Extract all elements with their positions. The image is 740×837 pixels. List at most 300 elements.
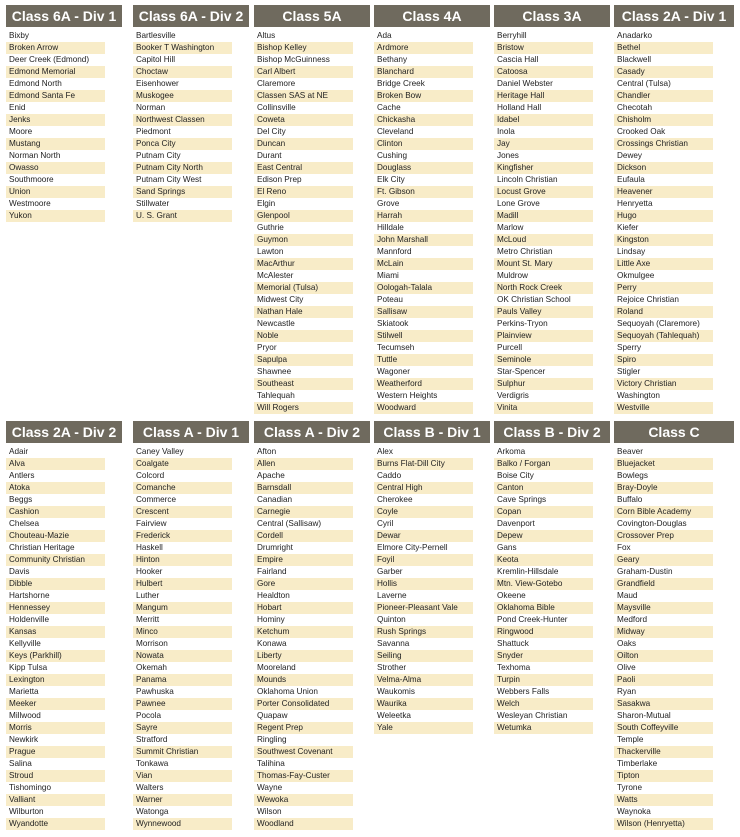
school-item: Davenport bbox=[497, 519, 535, 528]
school-item: Covington-Douglas bbox=[617, 519, 687, 528]
school-item: Altus bbox=[257, 31, 276, 40]
school-item: Heavener bbox=[614, 186, 713, 198]
school-item: Enid bbox=[9, 103, 26, 112]
school-item: Victory Christian bbox=[614, 378, 713, 390]
school-item: Bethel bbox=[614, 42, 713, 54]
school-item: Broken Bow bbox=[374, 90, 473, 102]
school-item: Velma-Alma bbox=[374, 674, 473, 686]
school-item: Nowata bbox=[133, 650, 232, 662]
school-item: Yale bbox=[374, 722, 473, 734]
school-item: Crossover Prep bbox=[614, 530, 713, 542]
school-item: Christian Heritage bbox=[9, 543, 75, 552]
school-item: Union bbox=[6, 186, 105, 198]
school-item: Crossings Christian bbox=[614, 138, 713, 150]
school-item: Oologah-Talala bbox=[374, 282, 473, 294]
school-item: Edison Prep bbox=[257, 175, 302, 184]
school-item: Vinita bbox=[494, 402, 593, 414]
school-item: Hulbert bbox=[133, 578, 232, 590]
school-item: Foyil bbox=[374, 554, 473, 566]
school-item: Tecumseh bbox=[377, 343, 415, 352]
school-item: Mtn. View-Gotebo bbox=[494, 578, 593, 590]
school-item: Stratford bbox=[136, 735, 168, 744]
school-item: Chisholm bbox=[614, 114, 713, 126]
school-item: Pawhuska bbox=[136, 687, 174, 696]
school-item: Turpin bbox=[494, 674, 593, 686]
school-item: Graham-Dustin bbox=[617, 567, 673, 576]
school-item: Cashion bbox=[6, 506, 105, 518]
division-header: Class 6A - Div 1 bbox=[6, 5, 122, 27]
school-item: Cyril bbox=[377, 519, 394, 528]
school-item: Webbers Falls bbox=[497, 687, 550, 696]
school-item: Salina bbox=[9, 759, 32, 768]
school-item: Elmore City-Pernell bbox=[377, 543, 448, 552]
school-item: Glenpool bbox=[254, 210, 353, 222]
school-item: Community Christian bbox=[6, 554, 105, 566]
school-item: Texhoma bbox=[497, 663, 531, 672]
school-item: Kipp Tulsa bbox=[9, 663, 48, 672]
school-item: Marietta bbox=[9, 687, 39, 696]
school-list bbox=[374, 446, 490, 734]
school-item: Cherokee bbox=[377, 495, 413, 504]
school-item: Grandfield bbox=[614, 578, 713, 590]
school-item: Dibble bbox=[6, 578, 105, 590]
school-item: Bishop McGuinness bbox=[257, 55, 330, 64]
school-item: Rush Springs bbox=[374, 626, 473, 638]
school-item: Warner bbox=[133, 794, 232, 806]
school-item: Fox bbox=[617, 543, 631, 552]
school-item: Snyder bbox=[494, 650, 593, 662]
school-item: Madill bbox=[494, 210, 593, 222]
school-item: Commerce bbox=[136, 495, 177, 504]
division-column bbox=[6, 5, 122, 222]
school-item: Dewar bbox=[374, 530, 473, 542]
school-item: Checotah bbox=[617, 103, 653, 112]
school-item: Okeene bbox=[497, 591, 526, 600]
school-item: Pocola bbox=[136, 711, 162, 720]
division-column bbox=[6, 421, 122, 830]
school-item: Apache bbox=[257, 471, 285, 480]
school-item: Bristow bbox=[494, 42, 593, 54]
school-item: Jay bbox=[494, 138, 593, 150]
school-item: OK Christian School bbox=[497, 295, 571, 304]
school-item: Valliant bbox=[6, 794, 105, 806]
division-header: Class B - Div 1 bbox=[374, 421, 490, 443]
school-item: Gore bbox=[254, 578, 353, 590]
school-item: Jenks bbox=[6, 114, 105, 126]
school-item: Beggs bbox=[9, 495, 33, 504]
school-item: Westville bbox=[614, 402, 713, 414]
school-item: Casady bbox=[614, 66, 713, 78]
division-header: Class 3A bbox=[494, 5, 610, 27]
school-item: Daniel Webster bbox=[497, 79, 553, 88]
school-item: Chouteau-Mazie bbox=[6, 530, 105, 542]
school-item: Capitol Hill bbox=[136, 55, 176, 64]
school-item: Seminole bbox=[494, 354, 593, 366]
school-item: Hobart bbox=[254, 602, 353, 614]
school-item: Eufaula bbox=[617, 175, 645, 184]
school-list bbox=[254, 446, 370, 830]
division-header: Class 5A bbox=[254, 5, 370, 27]
school-item: Haskell bbox=[136, 543, 163, 552]
school-item: Shattuck bbox=[497, 639, 529, 648]
school-item: Sand Springs bbox=[133, 186, 232, 198]
school-item: Holland Hall bbox=[497, 103, 542, 112]
school-item: Noble bbox=[254, 330, 353, 342]
division-header: Class A - Div 2 bbox=[254, 421, 370, 443]
school-item: Stigler bbox=[617, 367, 641, 376]
school-item: Elgin bbox=[257, 199, 276, 208]
school-item: Choctaw bbox=[133, 66, 232, 78]
school-item: Catoosa bbox=[494, 66, 593, 78]
school-item: Wesleyan Christian bbox=[497, 711, 568, 720]
division-column bbox=[494, 421, 610, 734]
division-column bbox=[374, 421, 490, 734]
division-header: Class A - Div 1 bbox=[133, 421, 249, 443]
school-item: Tyrone bbox=[617, 783, 643, 792]
school-item: Chelsea bbox=[9, 519, 40, 528]
school-item: Afton bbox=[257, 447, 277, 456]
school-item: Wewoka bbox=[254, 794, 353, 806]
school-item: Bluejacket bbox=[614, 458, 713, 470]
school-item: Bridge Creek bbox=[377, 79, 425, 88]
school-item: Sapulpa bbox=[254, 354, 353, 366]
school-list bbox=[254, 30, 370, 414]
school-item: Collinsville bbox=[257, 103, 296, 112]
school-item: Yukon bbox=[6, 210, 105, 222]
school-item: Carnegie bbox=[254, 506, 353, 518]
school-item: Holdenville bbox=[9, 615, 50, 624]
school-item: Central High bbox=[374, 482, 473, 494]
school-item: Del City bbox=[257, 127, 286, 136]
school-item: Coyle bbox=[374, 506, 473, 518]
school-item: Tipton bbox=[614, 770, 713, 782]
school-item: Durant bbox=[257, 151, 282, 160]
school-item: Oaks bbox=[617, 639, 637, 648]
school-item: Verdigris bbox=[497, 391, 529, 400]
school-item: Timberlake bbox=[617, 759, 658, 768]
division-header: Class 2A - Div 1 bbox=[614, 5, 734, 27]
school-item: Merritt bbox=[136, 615, 160, 624]
division-column bbox=[133, 421, 249, 830]
school-item: Heritage Hall bbox=[494, 90, 593, 102]
division-column bbox=[614, 421, 734, 830]
school-item: MacArthur bbox=[254, 258, 353, 270]
school-item: Wynnewood bbox=[133, 818, 232, 830]
school-item: Antlers bbox=[9, 471, 35, 480]
school-item: Ada bbox=[377, 31, 392, 40]
school-item: Sulphur bbox=[494, 378, 593, 390]
school-item: Sequoyah (Tahlequah) bbox=[614, 330, 713, 342]
school-item: Buffalo bbox=[617, 495, 643, 504]
school-item: Balko / Forgan bbox=[494, 458, 593, 470]
school-item: Olive bbox=[617, 663, 636, 672]
school-item: Pioneer-Pleasant Vale bbox=[374, 602, 473, 614]
school-item: Lindsay bbox=[617, 247, 646, 256]
school-item: Cache bbox=[377, 103, 401, 112]
division-column bbox=[133, 5, 249, 222]
school-item: Keota bbox=[494, 554, 593, 566]
school-item: Chickasha bbox=[374, 114, 473, 126]
school-item: Blackwell bbox=[617, 55, 652, 64]
school-item: Konawa bbox=[257, 639, 287, 648]
school-item: Arkoma bbox=[497, 447, 526, 456]
school-item: Central (Sallisaw) bbox=[257, 519, 322, 528]
school-item: Geary bbox=[614, 554, 713, 566]
school-item: Sallisaw bbox=[374, 306, 473, 318]
school-item: Southwest Covenant bbox=[254, 746, 353, 758]
school-item: Thackerville bbox=[614, 746, 713, 758]
school-item: Temple bbox=[617, 735, 644, 744]
school-item: Pawnee bbox=[133, 698, 232, 710]
school-item: Sharon-Mutual bbox=[617, 711, 671, 720]
school-item: Adair bbox=[9, 447, 29, 456]
school-item: Quinton bbox=[377, 615, 406, 624]
school-item: Crescent bbox=[133, 506, 232, 518]
school-item: Weleetka bbox=[377, 711, 411, 720]
school-item: Watonga bbox=[136, 807, 169, 816]
school-item: Kellyville bbox=[9, 639, 41, 648]
school-item: Alex bbox=[377, 447, 393, 456]
school-item: Cushing bbox=[377, 151, 408, 160]
school-item: Allen bbox=[254, 458, 353, 470]
school-item: Guthrie bbox=[257, 223, 284, 232]
school-list bbox=[374, 30, 490, 414]
school-item: Kansas bbox=[6, 626, 105, 638]
school-item: Locust Grove bbox=[494, 186, 593, 198]
school-item: Ponca City bbox=[133, 138, 232, 150]
school-item: Sperry bbox=[617, 343, 642, 352]
school-item: Wetumka bbox=[494, 722, 593, 734]
school-item: Hominy bbox=[257, 615, 285, 624]
school-item: Bethany bbox=[377, 55, 408, 64]
school-item: Minco bbox=[133, 626, 232, 638]
school-item: Henryetta bbox=[617, 199, 653, 208]
school-item: Memorial (Tulsa) bbox=[254, 282, 353, 294]
school-item: Wilson (Henryetta) bbox=[614, 818, 713, 830]
school-item: Guymon bbox=[254, 234, 353, 246]
school-item: Healdton bbox=[257, 591, 290, 600]
school-item: Laverne bbox=[377, 591, 407, 600]
school-item: Woodward bbox=[374, 402, 473, 414]
school-item: Luther bbox=[136, 591, 160, 600]
school-item: Wilburton bbox=[9, 807, 44, 816]
school-item: Mounds bbox=[254, 674, 353, 686]
school-item: Tishomingo bbox=[9, 783, 52, 792]
school-item: Caddo bbox=[377, 471, 402, 480]
school-item: Thomas-Fay-Custer bbox=[254, 770, 353, 782]
school-item: Newkirk bbox=[9, 735, 39, 744]
school-item: Muskogee bbox=[133, 90, 232, 102]
school-item: Corn Bible Academy bbox=[614, 506, 713, 518]
school-item: Nathan Hale bbox=[254, 306, 353, 318]
school-item: Okmulgee bbox=[617, 271, 655, 280]
school-item: Little Axe bbox=[614, 258, 713, 270]
school-item: Western Heights bbox=[377, 391, 438, 400]
school-item: Grove bbox=[377, 199, 400, 208]
school-item: Sayre bbox=[133, 722, 232, 734]
school-item: Sequoyah (Claremore) bbox=[617, 319, 700, 328]
school-item: Washington bbox=[617, 391, 660, 400]
school-item: Paoli bbox=[614, 674, 713, 686]
school-item: Purcell bbox=[497, 343, 523, 352]
school-item: Broken Arrow bbox=[6, 42, 105, 54]
school-item: Stillwater bbox=[136, 199, 170, 208]
school-item: Poteau bbox=[377, 295, 403, 304]
school-item: Depew bbox=[494, 530, 593, 542]
school-item: Waurika bbox=[374, 698, 473, 710]
school-item: U. S. Grant bbox=[133, 210, 232, 222]
school-item: Meeker bbox=[6, 698, 105, 710]
school-item: Boise City bbox=[497, 471, 534, 480]
division-header: Class 4A bbox=[374, 5, 490, 27]
school-item: Ketchum bbox=[254, 626, 353, 638]
school-item: Deer Creek (Edmond) bbox=[9, 55, 90, 64]
school-item: Eisenhower bbox=[136, 79, 179, 88]
school-item: Beaver bbox=[617, 447, 643, 456]
school-item: Vian bbox=[133, 770, 232, 782]
school-item: Regent Prep bbox=[254, 722, 353, 734]
school-item: Comanche bbox=[133, 482, 232, 494]
school-list bbox=[614, 30, 734, 414]
school-item: Kiefer bbox=[617, 223, 639, 232]
school-item: Copan bbox=[494, 506, 593, 518]
school-item: Northwest Classen bbox=[133, 114, 232, 126]
school-item: Caney Valley bbox=[136, 447, 184, 456]
school-item: Newcastle bbox=[257, 319, 295, 328]
school-list bbox=[614, 446, 734, 830]
school-list bbox=[133, 446, 249, 830]
school-item: Douglass bbox=[374, 162, 473, 174]
school-item: Strother bbox=[377, 663, 407, 672]
school-item: Maud bbox=[617, 591, 638, 600]
school-item: Owasso bbox=[6, 162, 105, 174]
school-item: Will Rogers bbox=[254, 402, 353, 414]
division-header: Class 2A - Div 2 bbox=[6, 421, 122, 443]
school-item: Lexington bbox=[6, 674, 105, 686]
school-item: Wyandotte bbox=[6, 818, 105, 830]
school-item: Canadian bbox=[257, 495, 293, 504]
school-item: Canton bbox=[494, 482, 593, 494]
school-item: Waukomis bbox=[377, 687, 415, 696]
school-item: Oklahoma Bible bbox=[494, 602, 593, 614]
school-item: Panama bbox=[133, 674, 232, 686]
school-list bbox=[133, 30, 249, 222]
school-item: Mangum bbox=[133, 602, 232, 614]
school-item: Edmond North bbox=[9, 79, 62, 88]
school-item: Southeast bbox=[254, 378, 353, 390]
school-item: Cordell bbox=[254, 530, 353, 542]
school-item: Wilson bbox=[257, 807, 282, 816]
school-item: Putnam City North bbox=[133, 162, 232, 174]
division-header: Class B - Div 2 bbox=[494, 421, 610, 443]
division-column bbox=[494, 5, 610, 414]
school-item: Crooked Oak bbox=[617, 127, 666, 136]
school-item: Cave Springs bbox=[497, 495, 547, 504]
school-item: Hugo bbox=[614, 210, 713, 222]
school-item: Ryan bbox=[617, 687, 637, 696]
school-list bbox=[6, 30, 122, 222]
school-item: Cascia Hall bbox=[497, 55, 539, 64]
school-item: Barnsdall bbox=[254, 482, 353, 494]
school-item: Alva bbox=[6, 458, 105, 470]
school-item: Welch bbox=[494, 698, 593, 710]
school-item: Lincoln Christian bbox=[497, 175, 558, 184]
school-item: Norman bbox=[136, 103, 166, 112]
school-item: Classen SAS at NE bbox=[254, 90, 353, 102]
school-item: Tahlequah bbox=[257, 391, 295, 400]
school-item: North Rock Creek bbox=[494, 282, 593, 294]
school-item: Marlow bbox=[497, 223, 524, 232]
school-item: Drumright bbox=[257, 543, 293, 552]
school-item: Muldrow bbox=[497, 271, 528, 280]
division-column bbox=[374, 5, 490, 414]
school-item: Porter Consolidated bbox=[254, 698, 353, 710]
school-item: Elk City bbox=[377, 175, 405, 184]
school-item: Midway bbox=[614, 626, 713, 638]
school-item: Carl Albert bbox=[254, 66, 353, 78]
school-item: Inola bbox=[497, 127, 515, 136]
school-item: Perkins-Tryon bbox=[497, 319, 548, 328]
school-item: Wayne bbox=[257, 783, 283, 792]
school-item: Prague bbox=[6, 746, 105, 758]
school-item: Edmond Santa Fe bbox=[6, 90, 105, 102]
school-item: Bartlesville bbox=[136, 31, 176, 40]
school-item: Quapaw bbox=[257, 711, 288, 720]
school-item: Colcord bbox=[136, 471, 165, 480]
school-item: Putnam City bbox=[136, 151, 181, 160]
school-item: Pryor bbox=[257, 343, 277, 352]
school-item: Edmond Memorial bbox=[6, 66, 105, 78]
school-item: Walters bbox=[136, 783, 164, 792]
school-item: Mannford bbox=[377, 247, 412, 256]
school-item: Burns Flat-Dill City bbox=[374, 458, 473, 470]
school-item: Shawnee bbox=[257, 367, 292, 376]
school-item: Bixby bbox=[9, 31, 30, 40]
school-item: Coalgate bbox=[133, 458, 232, 470]
school-item: Plainview bbox=[494, 330, 593, 342]
division-column bbox=[614, 5, 734, 414]
division-header: Class C bbox=[614, 421, 734, 443]
school-item: El Reno bbox=[254, 186, 353, 198]
school-item: Atoka bbox=[6, 482, 105, 494]
school-item: Hollis bbox=[374, 578, 473, 590]
school-item: Bray-Doyle bbox=[614, 482, 713, 494]
school-item: Fairview bbox=[136, 519, 167, 528]
school-item: Hinton bbox=[133, 554, 232, 566]
school-item: Savanna bbox=[377, 639, 410, 648]
school-item: Blanchard bbox=[374, 66, 473, 78]
school-list bbox=[6, 446, 122, 830]
school-item: Kremlin-Hillsdale bbox=[497, 567, 559, 576]
school-item: Jones bbox=[497, 151, 519, 160]
school-item: Lone Grove bbox=[497, 199, 540, 208]
school-item: Harrah bbox=[374, 210, 473, 222]
school-item: Duncan bbox=[254, 138, 353, 150]
school-item: Hilldale bbox=[377, 223, 404, 232]
school-item: Westmoore bbox=[9, 199, 51, 208]
school-item: Keys (Parkhill) bbox=[6, 650, 105, 662]
school-item: Stroud bbox=[6, 770, 105, 782]
school-item: Cleveland bbox=[377, 127, 414, 136]
school-item: Ringwood bbox=[494, 626, 593, 638]
school-item: Stilwell bbox=[374, 330, 473, 342]
school-item: McLain bbox=[374, 258, 473, 270]
school-item: McAlester bbox=[257, 271, 294, 280]
school-item: Sasakwa bbox=[614, 698, 713, 710]
school-item: Mooreland bbox=[257, 663, 296, 672]
school-list bbox=[494, 446, 610, 734]
school-item: Pauls Valley bbox=[494, 306, 593, 318]
